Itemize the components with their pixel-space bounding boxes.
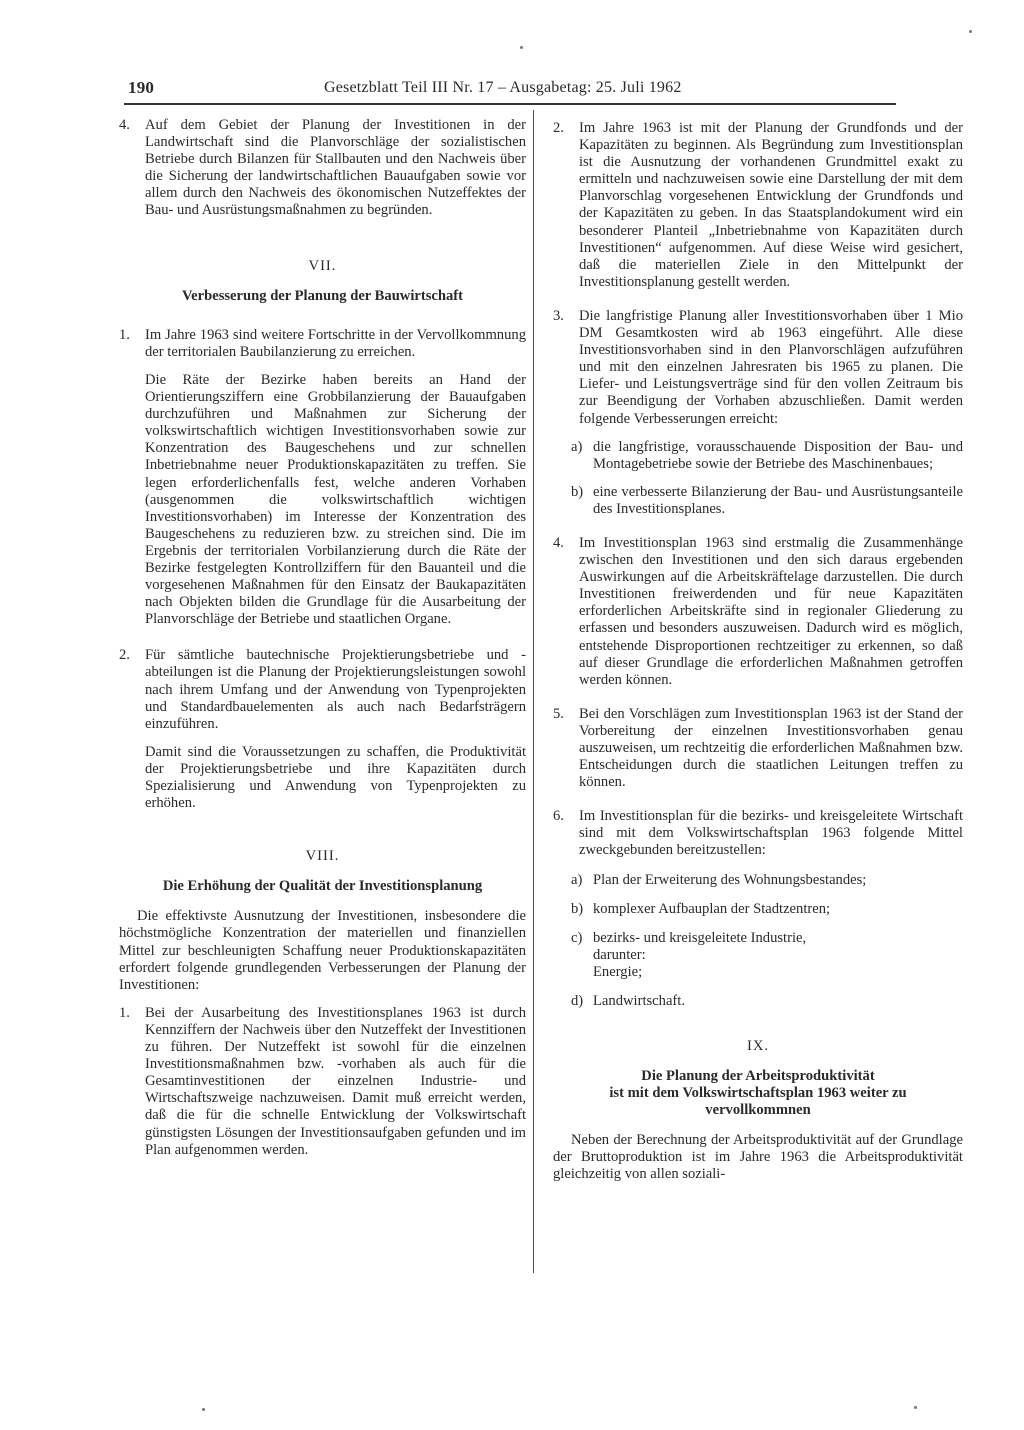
sub-item: b) komplexer Aufbauplan der Stadtzentren; — [571, 900, 831, 917]
header-rule — [124, 103, 896, 105]
list-item: 2. Im Jahre 1963 ist mit der Planung der Grundfonds und der Kapazitäten zu beginnen. Als Begründung zum Investitionsplan ist die Ausnutzung der vorhandenen Grundmittel exakt zu ermitteln und nachzuweisen sowie eine Darstellung der mit dem Planvorschlag vorgesehenen Entwicklung der Grundfonds und der Kapazitäten zu geben. In das Staatsplandokument wird ein besonderer Planteil „Inbetriebnahme von Kapazitäten durch Investitionen“ aufgenommen. Auf diese Weise wird gesichert, daß die materiellen Ziele in den Mittelpunkt der Investitionsplanung gestellt werden. — [553, 120, 963, 290]
section-number: VII. — [308, 257, 337, 274]
section-heading: Die Planung der Arbeitsproduktivität ist mit dem Volkswirtschaftsplan 1963 weiter zu vervollkommnen — [609, 1068, 907, 1119]
left-column — [119, 117, 526, 1159]
section-number: VIII. — [305, 848, 340, 865]
section-heading: Verbesserung der Planung der Bauwirtschaft — [181, 287, 464, 304]
sub-item: d) Landwirtschaft. — [571, 993, 685, 1010]
sub-item: b) eine verbesserte Bilanzierung der Bau- und Ausrüstungsanteile des Investitionsplanes. — [571, 483, 963, 517]
list-item: 2. Für sämtliche bautechnische Projektierungsbetriebe und -abteilungen ist die Planung der Projektierungsleistungen sowohl nach ihrem Umfang und der Anwendung von Typenprojekten und Standardbauelementen als auch nach Bedarfsträgern einzuführen. — [119, 647, 526, 732]
list-item: 1. Im Jahre 1963 sind weitere Fortschritte in der Vervollkommnung der territorialen Baubilanzierung zu erreichen. — [119, 326, 526, 360]
section-heading: Die Erhöhung der Qualität der Investitionsplanung — [162, 878, 483, 895]
page-header — [124, 78, 774, 102]
paragraph: Die Räte der Bezirke haben bereits an Hand der Orientierungsziffern eine Grobbilanzierung der Bauaufgaben durchzuführen und Maßnahmen zur Sicherung der volkswirtschaftlich wichtigen Investitionsvorhaben sowie zur Konzentration des Baugeschehens und zur schnellen Inbetriebnahme neuer Produktionskapazitäten zu treffen. Sie legen erforderlichenfalls fest, welche anderen Vorhaben (ausgenommen die volkswirtschaftlich wichtigen Investitionsvorhaben) im Interesse der Konzentration des Baugeschehens zu reduzieren bzw. zu streichen sind. Die im Ergebnis der territorialen Vorbilanzierung durch die Räte der Bezirke festgelegten Kontrollziffern für den Bauanteil und die vorgesehenen Maßnahmen für den Einsatz der Baukapazitäten nach Objekten bilden die Grundlage für die Ausarbeitung der Planvorschläge der Betriebe und staatlichen Organe. — [145, 371, 526, 628]
sub-item: a) Plan der Erweiterung des Wohnungsbestandes; — [571, 871, 867, 888]
list-item: 1. Bei der Ausarbeitung des Investitionsplanes 1963 ist durch Kennziffern der Nachweis über den Nutzeffekt der Investitionen zu führen. Der Nutzeffekt ist sowohl für die einzelnen Investitionsmaßnahmen bzw. -vorhaben als auch für die Gesamtinvestitionen der einzelnen Industrie- und Wirtschaftszweige nachzuweisen. Damit muß erreicht werden, daß die für die schnelle Entwicklung der Volkswirtschaft günstigsten Lösungen der Investitionsaufgaben gefunden und im Plan aufgenommen werden. — [119, 1004, 526, 1158]
header-title: Gesetzblatt Teil III Nr. 17 – Ausgabetag: 25. Juli 1962 — [324, 79, 682, 96]
list-item: 4. Auf dem Gebiet der Planung der Investitionen in der Landwirtschaft sind die Planvorschläge der sozialistischen Betriebe durch Bilanzen für Stallbauten und den Nachweis über die Sicherung der landwirtschaftlichen Bauaufgaben sowie vor allem durch den Nachweis des ökonomischen Nutzeffektes der Bau- und Ausrüstungsmaßnahmen zu begründen. — [119, 117, 526, 219]
sub-item: c) bezirks- und kreisgeleitete Industrie, darunter: Energie; — [571, 929, 807, 980]
column-divider — [533, 110, 534, 1273]
list-item: 3. Die langfristige Planung aller Investitionsvorhaben über 1 Mio DM Gesamtkosten wird ab 1963 eingeführt. Alle diese Investitionsvorhaben sind in den Planvorschlägen aufzuführen und mit den einzelnen Jahresraten bis 1965 zu planen. Die Liefer- und Leistungsverträge sind für den vollen Zeitraum bis zur Beendigung der Vorhaben abzuschließen. Damit werden folgende Verbesserungen erreicht: — [553, 307, 963, 427]
list-item: 5. Bei den Vorschlägen zum Investitionsplan 1963 ist der Stand der Vorbereitung der einzelnen Investitionsvorhaben genau auszuweisen, um rechtzeitig die erforderlichen Maßnahmen bzw. Entscheidungen durch die staatlichen Leitungen treffen zu können. — [553, 705, 963, 791]
scan-speck — [520, 46, 523, 49]
right-column — [553, 120, 963, 1183]
list-item: 4. Im Investitionsplan 1963 sind erstmalig die Zusammenhänge zwischen den Investitionen und den sich daraus ergebenden Auswirkungen auf die Arbeitskräftelage darzustellen. Die durch Investitionen freiwerdenden und für neue Kapazitäten erforderlichen Arbeitskräfte sind in regionaler Gliederung zu erfassen und besonders auszuweisen. Dadurch wird es möglich, entstehende Disproportionen rechtzeitiger zu erkennen, so daß auf dieser Grundlage die erforderlichen Maßnahmen getroffen werden können. — [553, 534, 963, 688]
page-number: 190 — [128, 78, 155, 97]
paragraph: Damit sind die Voraussetzungen zu schaffen, die Produktivität der Projektierungsbetriebe und ihre Kapazitäten durch Spezialisierung und Anwendung von Typenprojekten zu erhöhen. — [145, 743, 526, 812]
scan-speck — [914, 1406, 917, 1409]
list-item: 6. Im Investitionsplan für die bezirks- und kreisgeleitete Wirtschaft sind mit dem Volkswirtschaftsplan 1963 folgende Mittel zweckgebunden bereitzustellen: — [553, 808, 963, 859]
paragraph: Neben der Berechnung der Arbeitsproduktivität auf der Grundlage der Bruttoproduktion ist im Jahre 1963 die Arbeitsproduktivität gleichzeitig von allen soziali- — [553, 1131, 963, 1182]
scan-speck — [969, 30, 972, 33]
paragraph: Die effektivste Ausnutzung der Investitionen, insbesondere die höchstmögliche Konzentration der materiellen und finanziellen Mittel zur beschleunigten Schaffung neuer Produktionskapazitäten erfordert folgende grundlegenden Verbesserungen der Planung der Investitionen: — [119, 908, 526, 993]
sub-item: a) die langfristige, vorausschauende Disposition der Bau- und Montagebetriebe sowie der Betriebe des Maschinenbaues; — [571, 438, 963, 472]
section-number: IX. — [746, 1038, 770, 1055]
scan-speck — [202, 1408, 205, 1411]
